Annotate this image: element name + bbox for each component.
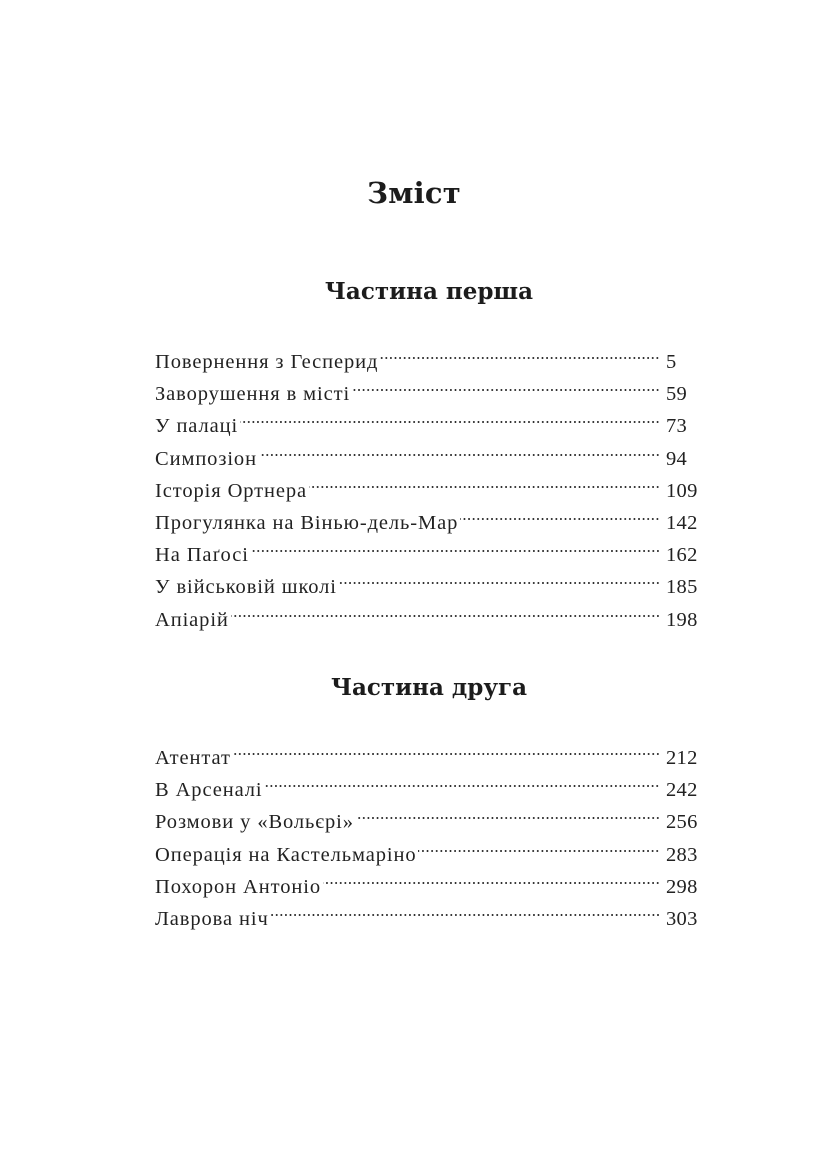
dot-leader bbox=[251, 529, 662, 561]
toc-part-one bbox=[155, 276, 702, 631]
entry-title: Історія Ортнера bbox=[155, 479, 308, 502]
entry-page-number: 303 bbox=[666, 907, 698, 930]
entry-page-number: 212 bbox=[666, 747, 698, 769]
toc-entry[interactable] bbox=[155, 764, 702, 802]
entry-title: У військовій школі bbox=[155, 576, 337, 599]
dot-leader bbox=[231, 594, 662, 626]
entry-page-number: 242 bbox=[666, 779, 698, 802]
entry-page-number: 162 bbox=[666, 544, 698, 567]
dot-leader bbox=[339, 561, 662, 593]
entry-title: Симпозіон bbox=[155, 447, 257, 470]
dot-leader bbox=[323, 861, 662, 893]
entry-page-number: 109 bbox=[666, 479, 698, 502]
entry-page-number: 198 bbox=[666, 608, 698, 631]
toc-entry[interactable] bbox=[155, 594, 702, 631]
dot-leader bbox=[233, 732, 662, 764]
entry-title: Апіарій bbox=[155, 608, 229, 631]
toc-entry[interactable] bbox=[155, 732, 702, 769]
toc-entry-list bbox=[155, 336, 702, 631]
entry-title: Операція на Кастельмаріно bbox=[155, 843, 417, 866]
dot-leader bbox=[356, 796, 662, 828]
entry-page-number: 283 bbox=[666, 843, 698, 866]
dot-leader bbox=[352, 368, 662, 400]
part-heading: Частина перша bbox=[324, 278, 534, 305]
entry-title: Лаврова ніч bbox=[155, 907, 269, 930]
dot-leader bbox=[418, 829, 662, 861]
entry-title: Атентат bbox=[155, 747, 231, 769]
entry-page-number: 142 bbox=[666, 511, 698, 534]
entry-title: Повернення з Гесперид bbox=[155, 351, 379, 373]
entry-page-number: 59 bbox=[666, 383, 688, 406]
entry-title: На Паґосі bbox=[155, 544, 249, 567]
dot-leader bbox=[460, 497, 662, 529]
toc-entry[interactable] bbox=[155, 336, 702, 373]
entry-page-number: 298 bbox=[666, 875, 698, 898]
page-title: Зміст bbox=[367, 176, 461, 211]
dot-leader bbox=[259, 433, 662, 465]
dot-leader bbox=[240, 400, 662, 432]
entry-page-number: 256 bbox=[666, 811, 698, 834]
entry-title: Заворушення в місті bbox=[155, 383, 351, 406]
entry-page-number: 73 bbox=[666, 415, 688, 438]
entry-page-number: 5 bbox=[666, 351, 677, 373]
entry-title: Похорон Антоніо bbox=[155, 875, 321, 898]
dot-leader bbox=[309, 465, 662, 497]
dot-leader bbox=[271, 893, 662, 925]
entry-title: Прогулянка на Вінью-дель-Мар bbox=[155, 511, 459, 534]
dot-leader bbox=[264, 764, 662, 796]
entry-page-number: 94 bbox=[666, 447, 688, 470]
toc-entry-list bbox=[155, 732, 702, 930]
entry-title: У палаці bbox=[155, 415, 239, 438]
entry-title: Розмови у «Вольєрі» bbox=[155, 811, 354, 834]
dot-leader bbox=[380, 336, 662, 368]
toc-part-two bbox=[155, 672, 702, 930]
entry-title: В Арсеналі bbox=[155, 779, 263, 802]
entry-page-number: 185 bbox=[666, 576, 698, 599]
part-heading: Частина друга bbox=[330, 674, 528, 701]
